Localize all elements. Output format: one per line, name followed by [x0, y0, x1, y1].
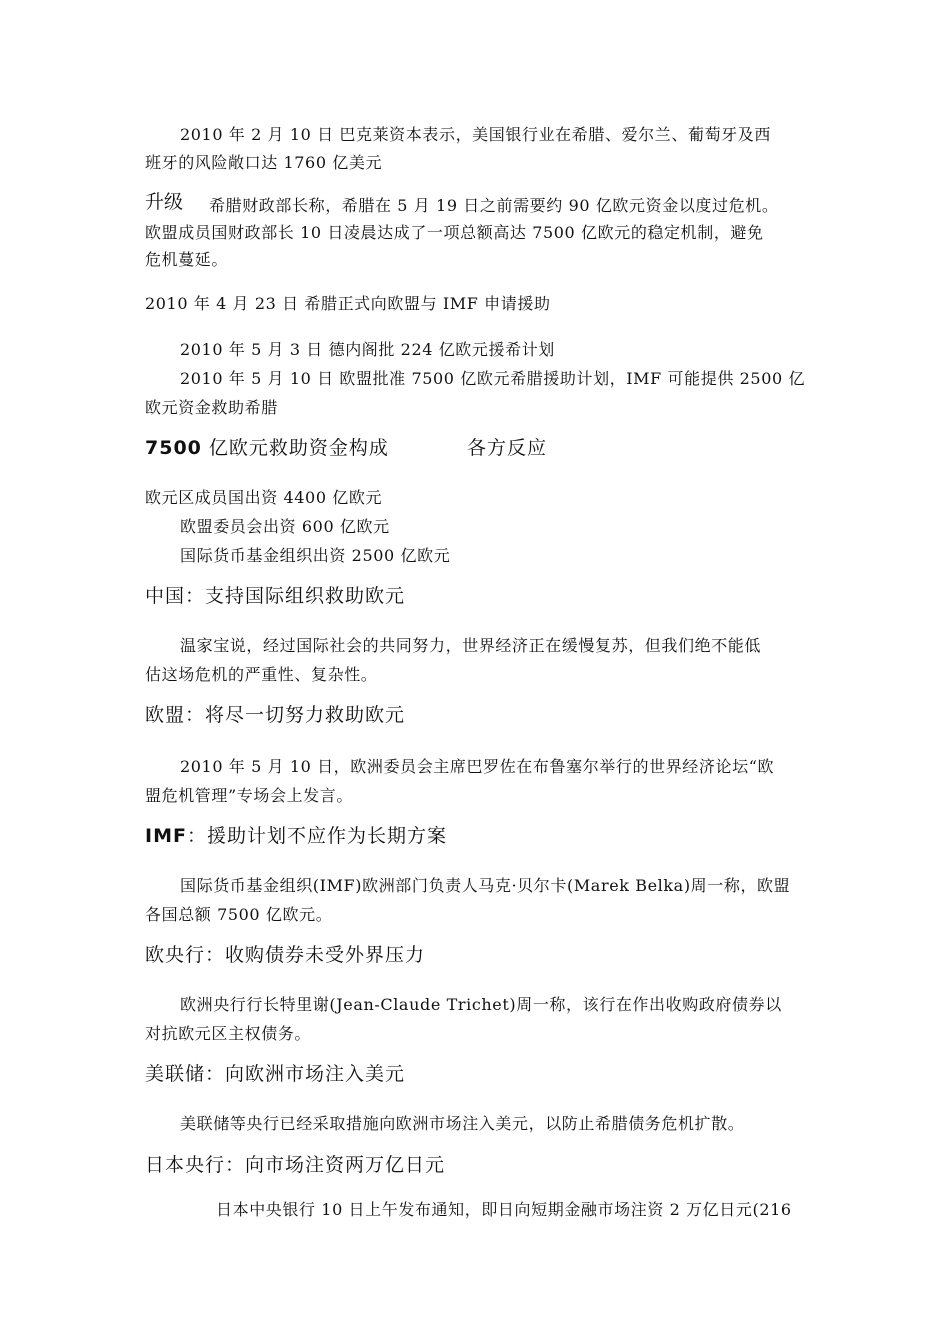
heading-boj: 日本央行：向市场注资两万亿日元: [145, 1154, 446, 1176]
heading-fund-text: 亿欧元救助资金构成: [201, 437, 389, 459]
paragraph-barclays-line2: 班牙的风险敞口达 1760 亿美元: [145, 153, 383, 172]
paragraph-barclays-line1: 2010 年 2 月 10 日 巴克莱资本表示，美国银行业在希腊、爱尔兰、葡萄牙及西: [180, 125, 771, 144]
heading-imf: [145, 827, 447, 846]
heading-fund-composition: [145, 439, 389, 458]
paragraph-greece-line1: 希腊财政部长称，希腊在 5 月 19 日之前需要约 90 亿欧元资金以度过危机。: [209, 196, 779, 215]
paragraph-greece-line2: 欧盟成员国财政部长 10 日凌晨达成了一项总额高达 7500 亿欧元的稳定机制，避免: [145, 223, 764, 242]
heading-fund-number: 7500: [145, 437, 202, 459]
paragraph-china-line1: 温家宝说，经过国际社会的共同努力，世界经济正在缓慢复苏，但我们绝不能低: [180, 636, 762, 655]
fund-item-imf: 国际货币基金组织出资 2500 亿欧元: [180, 546, 451, 565]
paragraph-april23: 2010 年 4 月 23 日 希腊正式向欧盟与 IMF 申请援助: [145, 294, 551, 313]
upgrade-label: 升级: [145, 191, 184, 213]
paragraph-eu-line1: 2010 年 5 月 10 日，欧洲委员会主席巴罗佐在布鲁塞尔举行的世界经济论坛“欧: [180, 757, 775, 776]
heading-imf-text: ：援助计划不应作为长期方案: [186, 825, 447, 847]
paragraph-boj-line1: 日本中央银行 10 日上午发布通知，即日向短期金融市场注资 2 万亿日元(216: [216, 1200, 792, 1219]
paragraph-imf-line1: 国际货币基金组织(IMF)欧洲部门负责人马克·贝尔卡(Marek Belka)周一称，欧盟: [180, 876, 791, 895]
paragraph-ecb-line1: 欧洲央行行长特里谢(Jean-Claude Trichet)周一称，该行在作出收购政府债券以: [180, 995, 782, 1014]
paragraph-eu-line2: 盟危机管理”专场会上发言。: [145, 786, 353, 805]
heading-ecb: 欧央行：收购债券未受外界压力: [145, 944, 426, 966]
heading-reactions: 各方反应: [467, 437, 548, 459]
heading-fed: 美联储：向欧洲市场注入美元: [145, 1063, 406, 1085]
heading-eu: 欧盟：将尽一切努力救助欧元: [145, 704, 406, 726]
paragraph-may10-line1: 2010 年 5 月 10 日 欧盟批准 7500 亿欧元希腊援助计划，IMF 可能提供 2500 亿: [180, 369, 806, 388]
fund-item-eurozone: 欧元区成员国出资 4400 亿欧元: [145, 488, 383, 507]
paragraph-may10-line2: 欧元资金救助希腊: [145, 398, 278, 417]
paragraph-china-line2: 估这场危机的严重性、复杂性。: [145, 665, 378, 684]
fund-item-eu-commission: 欧盟委员会出资 600 亿欧元: [180, 517, 390, 536]
paragraph-greece-line3: 危机蔓延。: [145, 250, 229, 269]
paragraph-imf-line2: 各国总额 7500 亿欧元。: [145, 905, 333, 924]
paragraph-may3: 2010 年 5 月 3 日 德内阁批 224 亿欧元援希计划: [180, 340, 555, 359]
paragraph-ecb-line2: 对抗欧元区主权债务。: [145, 1024, 312, 1043]
heading-china: 中国：支持国际组织救助欧元: [145, 585, 406, 607]
heading-imf-bold: IMF: [145, 825, 187, 847]
paragraph-fed-line1: 美联储等央行已经采取措施向欧洲市场注入美元，以防止希腊债务危机扩散。: [180, 1114, 745, 1133]
